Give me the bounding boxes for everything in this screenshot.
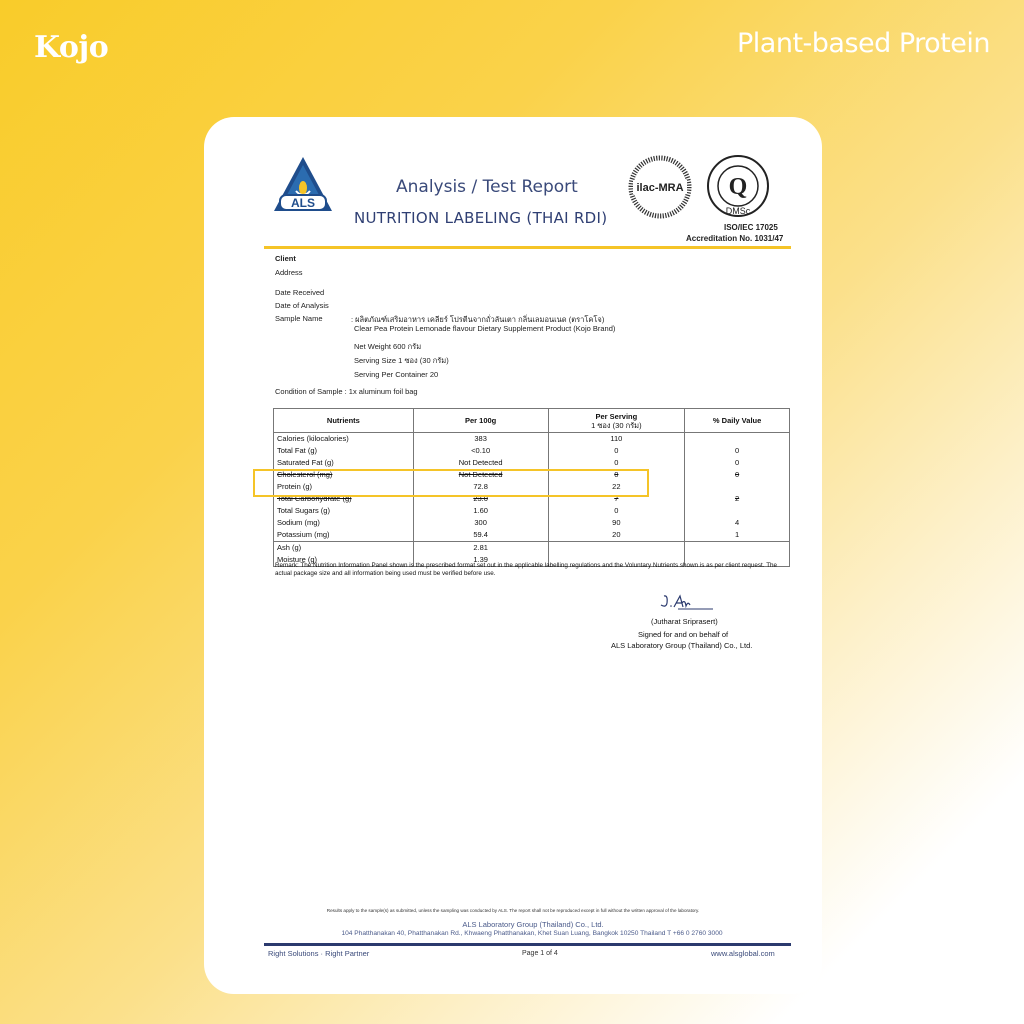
ilac-mra-logo-icon bbox=[627, 155, 693, 219]
per-100g-cell: 59.4 bbox=[413, 529, 548, 542]
header-per-serving bbox=[548, 409, 685, 433]
sample-name-label: Sample Name bbox=[275, 314, 323, 323]
footer-company: ALS Laboratory Group (Thailand) Co., Ltd. bbox=[462, 920, 604, 929]
nutrient-name-cell: Sodium (mg) bbox=[274, 517, 414, 529]
nutrient-name-cell: Potassium (mg) bbox=[274, 529, 414, 542]
nutrient-name-cell: Saturated Fat (g) bbox=[274, 457, 414, 469]
header-daily-value: % Daily Value bbox=[685, 409, 790, 433]
date-analysis-label: Date of Analysis bbox=[275, 301, 329, 310]
per-serving-cell bbox=[548, 542, 685, 555]
header-nutrients: Nutrients bbox=[274, 409, 414, 433]
nutrient-name-cell: Calories (kilocalories) bbox=[274, 433, 414, 446]
daily-value-cell: 2 bbox=[685, 493, 790, 505]
per-serving-cell: 0 bbox=[548, 457, 685, 469]
footer-slogan: Right Solutions · Right Partner bbox=[268, 949, 370, 958]
daily-value-cell: 0 bbox=[685, 469, 790, 481]
signatory-line-1: Signed for and on behalf of bbox=[638, 630, 729, 639]
signatory-line-2: ALS Laboratory Group (Thailand) Co., Ltd. bbox=[611, 641, 753, 650]
table-row bbox=[274, 445, 790, 457]
per-100g-cell: Not Detected bbox=[413, 457, 548, 469]
signatory-name: (Jutharat Sriprasert) bbox=[651, 617, 718, 626]
signature-icon bbox=[658, 593, 714, 611]
client-label: Client bbox=[275, 254, 296, 263]
svg-text:DMSc: DMSc bbox=[725, 206, 751, 216]
nutrient-name-cell: Ash (g) bbox=[274, 542, 414, 555]
sample-condition: Condition of Sample : 1x aluminum foil bag bbox=[275, 387, 418, 396]
table-row bbox=[274, 542, 790, 555]
date-received-label: Date Received bbox=[275, 288, 325, 297]
sample-name-english: Clear Pea Protein Lemonade flavour Dietary Supplement Product (Kojo Brand) bbox=[354, 324, 616, 333]
header-per-serving-label: Per Serving bbox=[595, 411, 638, 421]
per-serving-cell: 0 bbox=[548, 469, 685, 481]
svg-text:Q: Q bbox=[728, 174, 748, 200]
als-logo-text: ALS bbox=[291, 196, 315, 210]
net-weight: Net Weight 600 กรัม bbox=[354, 342, 422, 351]
table-row bbox=[274, 433, 790, 446]
nutrient-name-cell: Total Carbohydrate (g) bbox=[274, 493, 414, 505]
nutrient-name-cell: Total Fat (g) bbox=[274, 445, 414, 457]
daily-value-cell bbox=[685, 542, 790, 555]
per-100g-cell: 383 bbox=[413, 433, 548, 446]
iso-standard-label: ISO/IEC 17025 bbox=[724, 223, 778, 232]
per-100g-cell: <0.10 bbox=[413, 445, 548, 457]
tagline: Plant-based Protein bbox=[737, 28, 990, 59]
als-logo-icon bbox=[272, 155, 334, 213]
accreditation-number: Accreditation No. 1031/47 bbox=[686, 234, 784, 243]
per-100g-cell: Not Detected bbox=[413, 469, 548, 481]
remark-text: Remark: The Nutrition Information Panel shown is the prescribed format set out in the applicable labelling regulations and the Voluntary Nutrients shown is as per client request. The actual package size and all information being used must be verified before use. bbox=[275, 562, 778, 577]
test-report-document bbox=[204, 117, 822, 994]
table-row bbox=[274, 529, 790, 542]
header-per-100g: Per 100g bbox=[413, 409, 548, 433]
header-per-serving-size: 1 ซอง (30 กรัม) bbox=[591, 420, 642, 430]
serving-size: Serving Size 1 ซอง (30 กรัม) bbox=[354, 356, 449, 365]
sample-name-thai: : ผลิตภัณฑ์เสริมอาหาร เคลียร์ โปรตีนจากถั่วลันเตา กลิ่นเลมอนเนด (ตราโคโจ) bbox=[351, 315, 605, 324]
daily-value-cell: 0 bbox=[685, 457, 790, 469]
nutrient-name-cell: Moisture (g) bbox=[274, 554, 414, 567]
address-label: Address bbox=[275, 268, 303, 277]
table-row bbox=[274, 517, 790, 529]
per-100g-cell: 72.8 bbox=[413, 481, 548, 493]
daily-value-cell: 4 bbox=[685, 517, 790, 529]
nutrient-name-cell: Total Sugars (g) bbox=[274, 505, 414, 517]
footer-url: www.alsglobal.com bbox=[711, 949, 775, 958]
nutrient-name-cell: Protein (g) bbox=[274, 481, 414, 493]
daily-value-cell bbox=[685, 433, 790, 446]
per-serving-cell: 0 bbox=[548, 505, 685, 517]
footer-disclaimer: Results apply to the sample(s) as submitted, unless the sampling was conducted by ALS. The report shall not be reproduced except in full without the written approval of the laboratory. bbox=[326, 908, 700, 913]
serving-per-container: Serving Per Container 20 bbox=[354, 370, 439, 379]
per-serving-cell: 7 bbox=[548, 493, 685, 505]
brand-logo: Kojo bbox=[34, 30, 109, 65]
table-row bbox=[274, 505, 790, 517]
nutrient-name-cell: Cholesterol (mg) bbox=[274, 469, 414, 481]
per-100g-cell: 1.60 bbox=[413, 505, 548, 517]
footer-page-number: Page 1 of 4 bbox=[522, 950, 558, 957]
per-serving-cell: 90 bbox=[548, 517, 685, 529]
footer-address: 104 Phatthanakan 40, Phatthanakan Rd., Khwaeng Phatthanakan, Khet Suan Luang, Bangkok 10250 Thailand T +66 0 2760 3000 bbox=[341, 930, 723, 937]
daily-value-cell: 1 bbox=[685, 529, 790, 542]
dmsc-quality-assurance-logo-icon bbox=[706, 154, 770, 220]
per-100g-cell: 1.39 bbox=[413, 554, 548, 567]
per-100g-cell: 23.0 bbox=[413, 493, 548, 505]
per-serving-cell: 20 bbox=[548, 529, 685, 542]
ilac-logo-text: ilac-MRA bbox=[636, 182, 684, 194]
per-100g-cell: 2.81 bbox=[413, 542, 548, 555]
per-serving-cell: 0 bbox=[548, 445, 685, 457]
report-title: Analysis / Test Report bbox=[396, 177, 578, 197]
protein-highlight-box bbox=[253, 469, 649, 497]
daily-value-cell bbox=[685, 481, 790, 493]
per-100g-cell: 300 bbox=[413, 517, 548, 529]
daily-value-cell bbox=[685, 505, 790, 517]
footer-divider bbox=[264, 943, 791, 946]
daily-value-cell: 0 bbox=[685, 445, 790, 457]
header-divider bbox=[264, 246, 791, 249]
per-serving-cell: 110 bbox=[548, 433, 685, 446]
report-subtitle: NUTRITION LABELING (THAI RDI) bbox=[354, 209, 608, 227]
table-row bbox=[274, 457, 790, 469]
per-serving-cell: 22 bbox=[548, 481, 685, 493]
